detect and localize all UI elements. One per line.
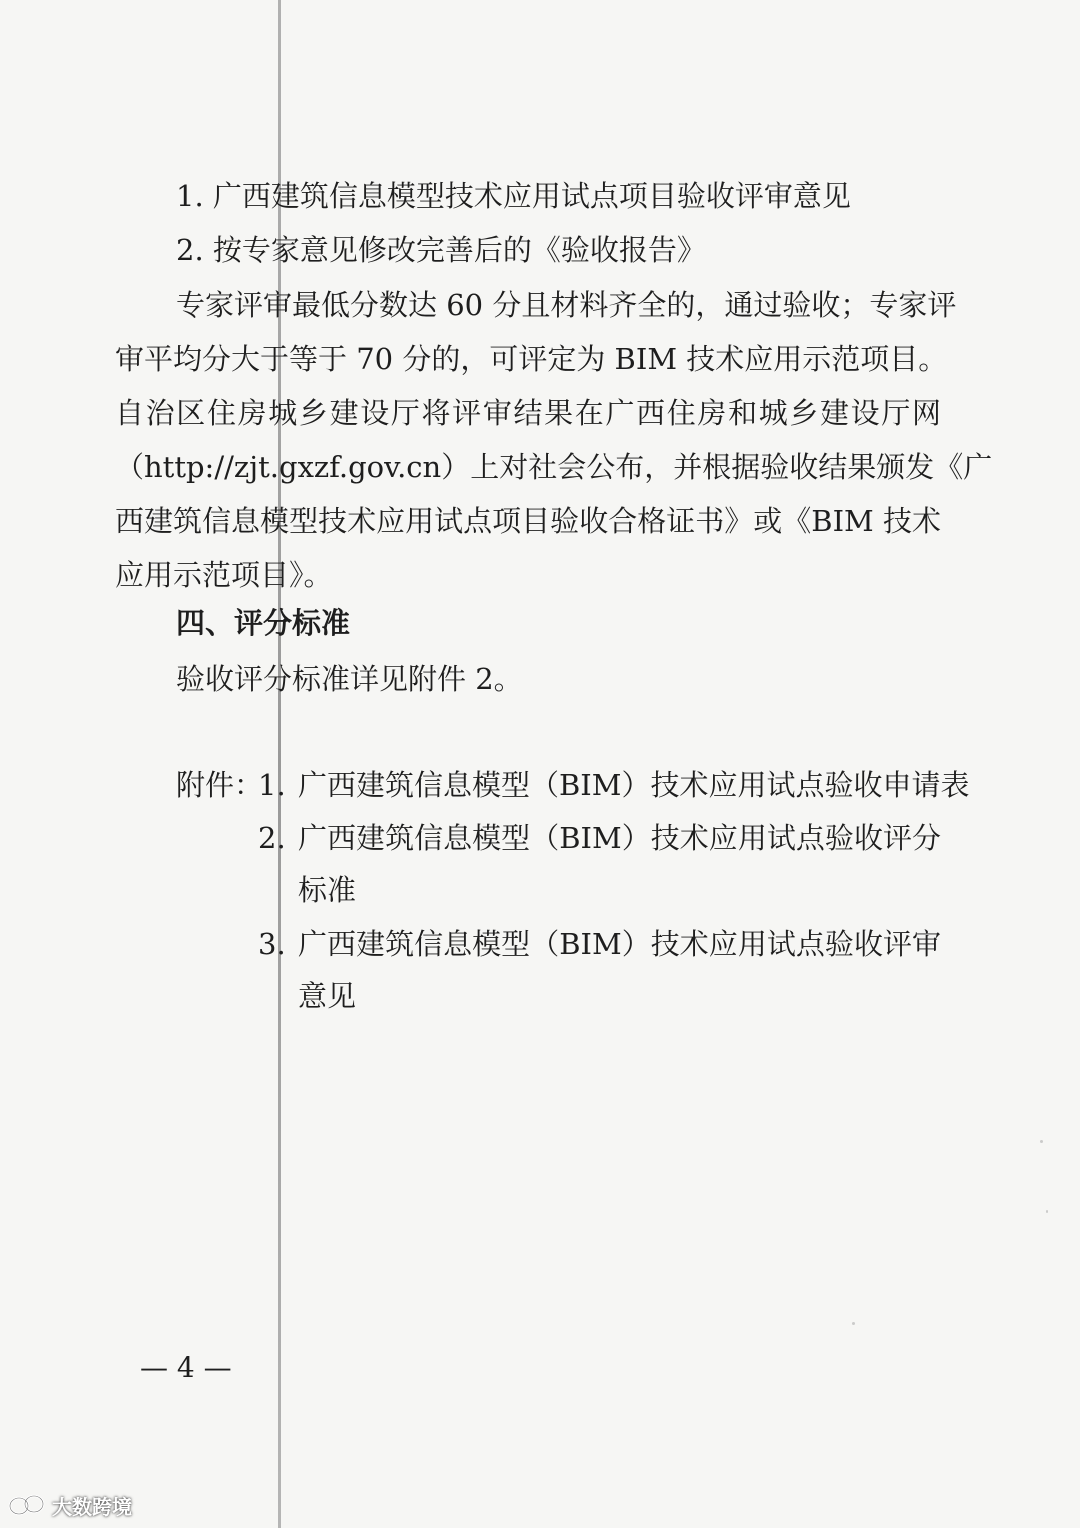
scan-speck	[1046, 1210, 1048, 1213]
paragraph-line: 验收评分标准详见附件 2。	[176, 662, 523, 696]
list-item-1: 1. 广西建筑信息模型技术应用试点项目验收评审意见	[176, 179, 851, 213]
watermark-logo-icon	[8, 1493, 46, 1517]
attachment-number: 2.	[258, 821, 286, 855]
paragraph-line: （http://zjt.gxzf.gov.cn）上对社会公布，并根据验收结果颁发《广	[115, 450, 993, 484]
paragraph-line: 专家评审最低分数达 60 分且材料齐全的，通过验收；专家评	[176, 288, 957, 322]
attachment-title: 广西建筑信息模型（BIM）技术应用试点验收评审	[298, 927, 941, 961]
paragraph-line: 自治区住房城乡建设厅将评审结果在广西住房和城乡建设厅网	[115, 396, 941, 430]
attachment-number: 1.	[258, 768, 286, 802]
paragraph-line: 应用示范项目》。	[115, 558, 333, 592]
attachment-title-continued: 标准	[298, 873, 357, 907]
attachment-number: 3.	[258, 927, 286, 961]
page-number: — 4 —	[140, 1351, 232, 1384]
scan-speck	[852, 1322, 855, 1325]
paragraph-line: 西建筑信息模型技术应用试点项目验收合格证书》或《BIM 技术	[115, 504, 941, 538]
list-item-2: 2. 按专家意见修改完善后的《验收报告》	[176, 233, 706, 267]
attachment-title-continued: 意见	[298, 979, 357, 1013]
watermark	[8, 1490, 132, 1520]
attachment-title: 广西建筑信息模型（BIM）技术应用试点验收评分	[298, 821, 941, 855]
paragraph-line: 审平均分大于等于 70 分的，可评定为 BIM 技术应用示范项目。	[115, 342, 948, 376]
attachments-label: 附件：	[176, 768, 264, 802]
attachment-title: 广西建筑信息模型（BIM）技术应用试点验收申请表	[298, 768, 970, 802]
watermark-text: 大数跨境	[52, 1494, 132, 1519]
section-heading: 四、评分标准	[176, 606, 351, 640]
scan-speck	[1040, 1140, 1043, 1143]
